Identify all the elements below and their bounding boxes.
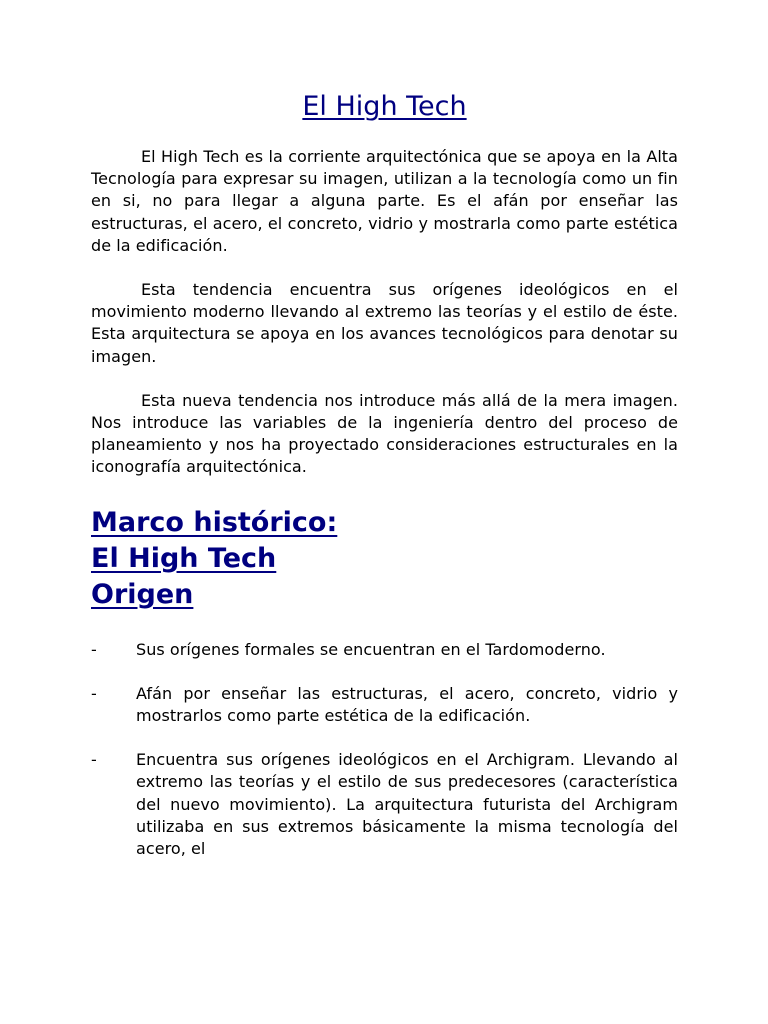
document-page (91, 0, 678, 882)
bullet-text: Afán por enseñar las estructuras, el acero, concreto, vidrio y mostrarlos como parte estética de la edificación. (136, 683, 678, 726)
section-heading-line-origen: Origen (91, 578, 194, 610)
bullet-dash: - (91, 750, 97, 770)
bullet-dash: - (91, 683, 97, 703)
document-title: El High Tech (302, 91, 467, 122)
bullet-dash: - (91, 639, 97, 659)
list-item (91, 749, 678, 860)
list-item (91, 683, 678, 727)
bullet-text: Sus orígenes formales se encuentran en el Tardomoderno. (136, 639, 606, 659)
intro-paragraph: El High Tech es la corriente arquitectónica que se apoya en la Alta Tecnología para expresar su imagen, utilizan a la tecnología como un fin en si, no para llegar a alguna parte. Es el afán por enseñar las estructuras, el acero, el concreto, vidrio y mostrarla como parte estética de la edificación. (91, 147, 678, 255)
list-item (91, 639, 678, 661)
bullet-text: Encuentra sus orígenes ideológicos en el Archigram. Llevando al extremo las teorías y el estilo de sus predecesores (característica del nuevo movimiento). La arquitectura futurista del Archigram utilizaba en sus extremos básicamente la misma tecnología del acero, el (136, 750, 678, 859)
section-heading-line-marco: Marco histórico: (91, 506, 338, 538)
section-heading (91, 505, 678, 613)
section-heading-line-high-tech: El High Tech (91, 542, 277, 574)
origin-bullet-list (91, 639, 678, 861)
origins-paragraph: Esta tendencia encuentra sus orígenes ideológicos en el movimiento moderno llevando al extremo las teorías y el estilo de éste. Esta arquitectura se apoya en los avances tecnológicos para denotar su imagen. (91, 280, 678, 366)
engineering-paragraph: Esta nueva tendencia nos introduce más allá de la mera imagen. Nos introduce las variables de la ingeniería dentro del proceso de planeamiento y nos ha proyectado consideraciones estructurales en la iconografía arquitectónica. (91, 390, 678, 477)
